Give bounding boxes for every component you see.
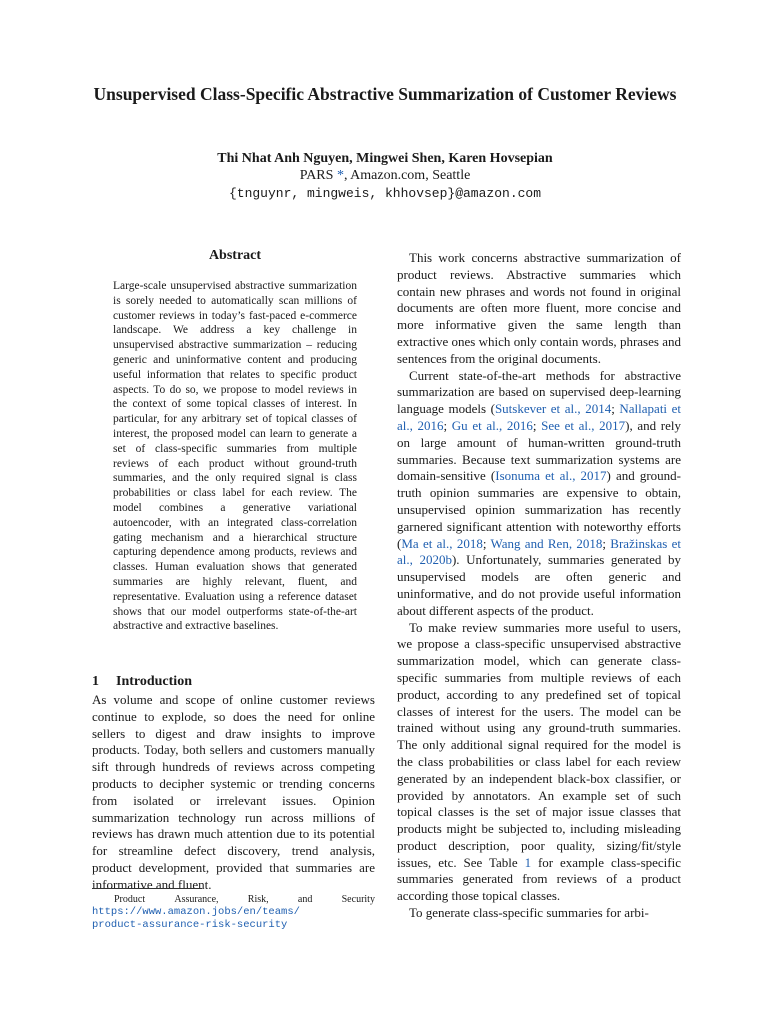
citation-ma[interactable]: Ma et al., 2018 [401, 535, 483, 551]
separator: ; [611, 401, 620, 417]
citation-brazinskas[interactable]: Bražinskas et al., 2020b [397, 535, 682, 568]
intro-paragraph-1: As volume and scope of online customer reviews continue to explode, so does the need for online sellers to digest and draw insights to improve products. Today, both sellers and customers manually sift through hundreds of reviews across competing products to decipher systemic or trending concerns from isolated or irrelevant issues. Opinion summarization technology run across millions of reviews has drawn much attention due to its potential for streamline defect discovery, trend analysis, product development, provided that summaries are informative and fluent. [92, 692, 375, 892]
citation-sutskever[interactable]: Sutskever et al., 2014 [494, 401, 612, 417]
right-paragraph-3 [397, 620, 681, 906]
footnote-word: and [297, 894, 313, 905]
footnote-word: Assurance, [174, 894, 219, 905]
citation-gu[interactable]: Gu et al., 2016 [451, 417, 533, 433]
affiliation-pars: PARS [299, 168, 334, 183]
affiliation [80, 167, 690, 185]
right-paragraph-1: This work concerns abstractive summarization of product reviews. Abstractive summaries which contain new phrases and words not found in original documents are often more fluent, more concise and more informative given the same length than extractive ones which only contain words, phrases and sentences from the original documents. [397, 250, 681, 366]
right-column [397, 250, 681, 922]
left-column [92, 692, 375, 894]
text-run: ) and ground-truth opinion summaries are expensive to obtain, unsupervised opinion summarization has recently garnered significant attention with noteworthy efforts ( [397, 468, 681, 551]
separator: ; [532, 417, 542, 433]
citation-wang-ren[interactable]: Wang and Ren, 2018 [490, 535, 603, 551]
separator: ; [602, 535, 611, 551]
text-run: for example class-specific summaries generated from reviews of a product according those topical classes. [397, 854, 681, 904]
author-emails: {tnguynr, mingweis, khhovsep}@amazon.com [228, 186, 542, 201]
citation-isonuma[interactable]: Isonuma et al., 2017 [495, 468, 607, 484]
affiliation-rest: , Amazon.com, Seattle [343, 168, 471, 183]
footnote-text [92, 893, 375, 906]
author-list: Thi Nhat Anh Nguyen, Mingwei Shen, Karen Hovsepian [217, 151, 553, 166]
footnote-rule [92, 888, 202, 889]
table-reference-link[interactable]: 1 [524, 854, 532, 870]
abstract-heading: Abstract [208, 248, 262, 263]
right-paragraph-4: To generate class-specific summaries for arbi- [409, 905, 649, 921]
abstract-text: Large-scale unsupervised abstractive summarization is sorely needed to automatically scan millions of customer reviews in today’s fast-paced e-commerce landscape. We address a key challenge in unsupervised abstractive summarization – reducing generic and uninformative content and producing useful information that relates to specific product aspects. To do so, we propose to model reviews in the context of some topical classes of interest. In particular, for any arbitrary set of topical classes of interest, the proposed model can learn to generate a set of class-specific summaries from multiple reviews of each product without ground-truth summaries, and the only required signal is class probabilities or class label for each review. The model combines a generative variational autoencoder, with an integrated class-correlation gating mechanism and a hierarchical structure capturing dependence among products, reviews and classes. Human evaluation shows that generated summaries are highly relevant, fluent, and representative. Evaluation using a reference dataset shows that our model outperforms state-of-the-art abstractive and extractive baselines. [113, 280, 357, 633]
footnote-mark-link[interactable]: * [336, 168, 344, 183]
footnote [92, 893, 375, 932]
text-run: Current state-of-the-art methods for abstractive summarization are based on supervised deep-learning language models ( [397, 367, 681, 417]
footnote-url-line-2[interactable]: product-assurance-risk-security [92, 919, 288, 931]
separator: ; [443, 417, 452, 433]
text-run: ). Unfortunately, summaries generated by unsupervised models are often generic and uninformative, and do not provide useful information about different aspects of the product. [397, 552, 681, 618]
separator: ; [482, 535, 491, 551]
footnote-url-line-1[interactable]: https://www.amazon.jobs/en/teams/ [92, 906, 300, 918]
citation-nallapati[interactable]: Nallapati et al., 2016 [397, 401, 681, 433]
footnote-word: Risk, [247, 894, 269, 905]
footnote-word: Security [341, 894, 375, 905]
right-paragraph-2 [397, 368, 681, 620]
section-title: Introduction [116, 674, 192, 689]
section-heading-introduction [92, 674, 192, 690]
text-run: ), and rely on large amount of human-written ground-truth summaries. Because text summarization systems are domain-sensitive ( [397, 417, 681, 484]
footnote-word: Product [114, 894, 146, 905]
paper-title: Unsupervised Class-Specific Abstractive Summarization of Customer Reviews [93, 84, 677, 104]
citation-see[interactable]: See et al., 2017 [541, 417, 626, 433]
text-run: To make review summaries more useful to users, we propose a class-specific unsupervised abstractive summarization model, which can generate class-specific summaries from multiple reviews of each product, according to any predefined set of topical classes of interest for the users. The model can be trained without using any ground-truth summaries. The only additional signal required for the model is the class probabilities or class label for each review generated by an independent black-box classifier, or provided by annotators. An example set of such topical classes is the set of major issue classes that products might be subjected to, including misleading product description, poor quality, sizing/fit/style issues, etc. See Table [397, 619, 681, 870]
section-number: 1 [92, 674, 99, 689]
